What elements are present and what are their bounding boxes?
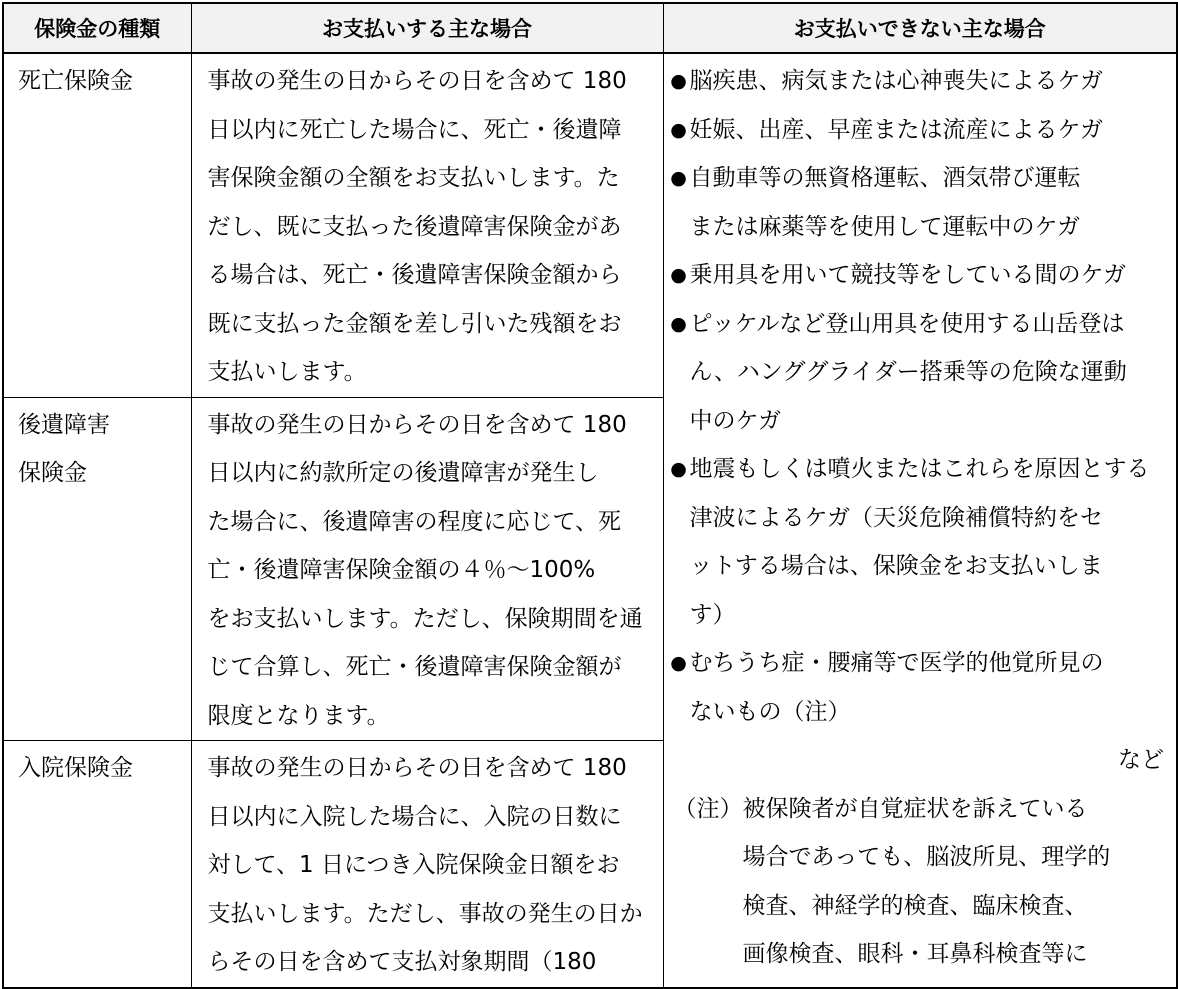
bullet-icon: ●	[670, 312, 687, 335]
not-payable-item-text: 地震もしくは噴火またはこれらを原因とする 津波によるケガ（天災危険補償特約をセ ットする場合は、保険金をお支払いしま す）	[689, 456, 1150, 628]
bullet-icon: ●	[670, 458, 687, 480]
not-payable-item-text: 自動車等の無資格運転、酒気帯び運転 または麻薬等を使用して運転中のケガ	[689, 165, 1081, 240]
not-payable-item-text: ピッケルなど登山用具を使用する山岳登は ん、ハンググライダー搭乗等の危険な運動 中のケガ	[689, 310, 1127, 434]
list-item	[668, 251, 1169, 300]
insurance-type-disability	[3, 397, 191, 741]
header-not-payable-cases: お支払いできない主な場合	[663, 3, 1177, 53]
list-item	[668, 57, 1169, 106]
not-payable-cell	[663, 53, 1177, 988]
table-row-death	[3, 53, 1177, 397]
insurance-type-label: 入院保険金	[18, 755, 133, 781]
bullet-icon: ●	[670, 264, 687, 286]
bullet-icon: ●	[670, 652, 687, 674]
not-payable-item-text: 妊娠、出産、早産または流産によるケガ	[689, 116, 1104, 143]
insurance-type-hospitalization	[3, 741, 191, 988]
list-item	[668, 154, 1169, 251]
etc-label: など	[1118, 747, 1164, 773]
list-item	[668, 445, 1169, 639]
bullet-icon: ●	[670, 70, 687, 92]
not-payable-item-text: むちうち症・腰痛等で医学的他覚所見の ないもの（注）	[689, 650, 1104, 725]
payable-description-disability: 事故の発生の日からその日を含めて 180 日以内に約款所定の後遺障害が発生し た場合に、後遺障害の程度に応じて、死 亡・後遺障害保険金額の４％～100% をお支払いします。ただし、保険期間を通 じて合算し、死亡・後遺障害保険金額が 限度となります。	[191, 397, 663, 741]
header-payable-cases: お支払いする主な場合	[191, 3, 663, 53]
header-row	[3, 3, 1177, 53]
header-insurance-type: 保険金の種類	[3, 3, 191, 53]
list-item	[668, 106, 1169, 155]
footnote-mark: （注）	[673, 795, 743, 822]
not-payable-list	[664, 54, 1177, 969]
bullet-icon: ●	[670, 118, 687, 141]
payable-description-hospitalization: 事故の発生の日からその日を含めて 180 日以内に入院した場合に、入院の日数に 対して、1 日につき入院保険金日額をお 支払いします。ただし、事故の発生の日か らその日を含めて支払対象期間（180	[191, 741, 663, 988]
footnote	[668, 785, 1169, 979]
not-payable-item-text: 脳疾患、病気または心神喪失によるケガ	[689, 68, 1104, 94]
footnote-text: 被保険者が自覚症状を訴えている 場合であっても、脳波所見、理学的 検査、神経学的検査、臨床検査、 画像検査、眼科・耳鼻科検査等に	[742, 795, 1111, 967]
insurance-type-label: 後遺障害 保険金	[18, 411, 110, 486]
bullet-icon: ●	[670, 167, 687, 189]
list-item	[668, 300, 1169, 446]
payable-description-death: 事故の発生の日からその日を含めて 180 日以内に死亡した場合に、死亡・後遺障 害保険金額の全額をお支払いします。た だし、既に支払った後遺障害保険金があ る場合は、死亡・後遺障害保険金額から 既に支払った金額を差し引いた残額をお 支払いします。	[191, 53, 663, 397]
insurance-table	[2, 2, 1178, 989]
not-payable-item-text: 乗用具を用いて競技等をしている間のケガ	[689, 262, 1127, 288]
list-item	[668, 639, 1169, 736]
insurance-type-death	[3, 53, 191, 397]
insurance-type-label: 死亡保険金	[18, 68, 133, 94]
